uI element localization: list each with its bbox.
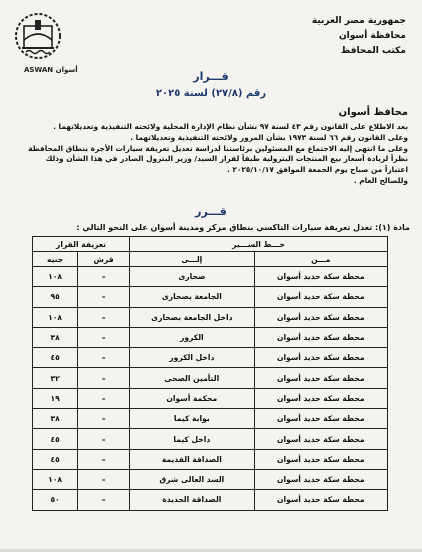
header-line: جمهورية مصر العربية [311, 16, 406, 26]
to-cell: الجامعة بصحارى [130, 287, 255, 307]
table-row [33, 490, 388, 510]
to-cell: داخل الكرور [130, 348, 255, 368]
to-cell: بوابة كيما [130, 409, 255, 429]
pound-cell: ١٠٨ [33, 267, 78, 287]
from-cell: محطة سكة حديد أسوان [254, 307, 387, 327]
table-row [33, 388, 388, 408]
from-cell: محطة سكة حديد أسوان [254, 469, 387, 489]
table-row [33, 287, 388, 307]
from-cell: محطة سكة حديد أسوان [254, 429, 387, 449]
pound-cell: ١٠٨ [33, 307, 78, 327]
to-cell: الصداقة الجديدة [130, 490, 255, 510]
qirsh-cell: – [78, 368, 130, 388]
to-cell: السد العالى شرق [130, 469, 255, 489]
to-cell: الصداقة القديمة [130, 449, 255, 469]
from-cell: محطة سكة حديد أسوان [254, 388, 387, 408]
pound-cell: ٤٥ [33, 348, 78, 368]
to-cell: داخل الجامعة بصحارى [130, 307, 255, 327]
preamble-line: وعلى ما انتهى إليه الاجتماع مع المسئولين برئاستنا لدراسة تعديل تعريفة سيارات الأجرة بنطاق المحافظة [28, 143, 408, 153]
table-row [33, 348, 388, 368]
pound-cell: ٣٨ [33, 327, 78, 347]
pound-cell: ٣٢ [33, 368, 78, 388]
from-cell: محطة سكة حديد أسوان [254, 287, 387, 307]
decree-title: قـــرار [193, 70, 229, 83]
to-header: إلـــى [130, 252, 255, 267]
table-row [33, 409, 388, 429]
table-row [33, 368, 388, 388]
pound-cell: ٣٨ [33, 409, 78, 429]
qirsh-cell: – [78, 327, 130, 347]
issuer-header [276, 14, 406, 59]
preamble-line: اعتباراً من صباح يوم الجمعة الموافق ٢٠٢٥/١٠/١٧ . [227, 165, 408, 175]
fare-table [32, 236, 388, 511]
pound-cell: ٥٠ [33, 490, 78, 510]
pound-cell: ١٩ [33, 388, 78, 408]
from-cell: محطة سكة حديد أسوان [254, 327, 387, 347]
table-row [33, 469, 388, 489]
decree-number: رقم (٢٧/٨) لسنة ٢٠٢٥ [155, 88, 267, 99]
qirsh-cell: – [78, 409, 130, 429]
header-line: محافظة أسوان [338, 31, 406, 41]
from-cell: محطة سكة حديد أسوان [254, 267, 387, 287]
decision-title: قـــرر [195, 205, 227, 218]
qirsh-cell: – [78, 469, 130, 489]
from-cell: محطة سكة حديد أسوان [254, 409, 387, 429]
qirsh-cell: – [78, 287, 130, 307]
qirsh-cell: – [78, 449, 130, 469]
table-row [33, 307, 388, 327]
preamble-line: نظراً لزيادة أسعار بيع المنتجات البترولية طبقاً لقرار السيد/ وزير البترول الصادر في هذا الشأن وذلك [45, 154, 408, 164]
from-cell: محطة سكة حديد أسوان [254, 348, 387, 368]
header-line: مكتب المحافظ [340, 46, 406, 56]
fare-header: تعريفة القرار [33, 237, 130, 252]
aswan-logo [10, 10, 78, 74]
qirsh-cell: – [78, 490, 130, 510]
pound-cell: ٤٥ [33, 429, 78, 449]
table-row [33, 449, 388, 469]
preamble-line: بعد الاطلاع على القانون رقم ٤٣ لسنة ٩٧ بشأن نظام الإدارة المحلية ولائحته التنفيذية وتعديلاتهما . [53, 122, 408, 131]
to-cell: صحارى [130, 267, 255, 287]
to-cell: محكمة أسوان [130, 388, 255, 408]
to-cell: داخل كيما [130, 429, 255, 449]
route-header: خـــط الســـير [130, 237, 388, 252]
table-row [33, 327, 388, 347]
to-cell: التأمين الصحى [130, 368, 255, 388]
pound-cell: ١٠٨ [33, 469, 78, 489]
qirsh-cell: – [78, 429, 130, 449]
qirsh-cell: – [78, 307, 130, 327]
governor-title: محافظ أسوان [338, 107, 408, 118]
table-row [33, 267, 388, 287]
pound-cell: ٩٥ [33, 287, 78, 307]
qirsh-cell: – [78, 388, 130, 408]
from-cell: محطة سكة حديد أسوان [254, 368, 387, 388]
table-row [33, 429, 388, 449]
article-1: مادة (١): تعدل تعريفة سيارات التاكسي بنطاق مركز ومدينة أسوان على النحو التالي : [76, 223, 410, 232]
preamble-line: وللصالح العام . [353, 175, 408, 185]
preamble-line: وعلى القانون رقم ٦٦ لسنة ١٩٧٣ بشأن المرور ولائحته التنفيذية وتعديلاتهما . [130, 132, 408, 142]
qirsh-cell: – [78, 348, 130, 368]
logo-wordmark: ASWAN أسوان [24, 66, 78, 74]
from-cell: محطة سكة حديد أسوان [254, 449, 387, 469]
pound-header: جنيه [33, 252, 78, 267]
qirsh-cell: – [78, 267, 130, 287]
pound-cell: ٤٥ [33, 449, 78, 469]
from-header: مـــن [254, 252, 387, 267]
to-cell: الكرور [130, 327, 255, 347]
qirsh-header: قرش [78, 252, 130, 267]
preamble [12, 122, 408, 187]
from-cell: محطة سكة حديد أسوان [254, 490, 387, 510]
